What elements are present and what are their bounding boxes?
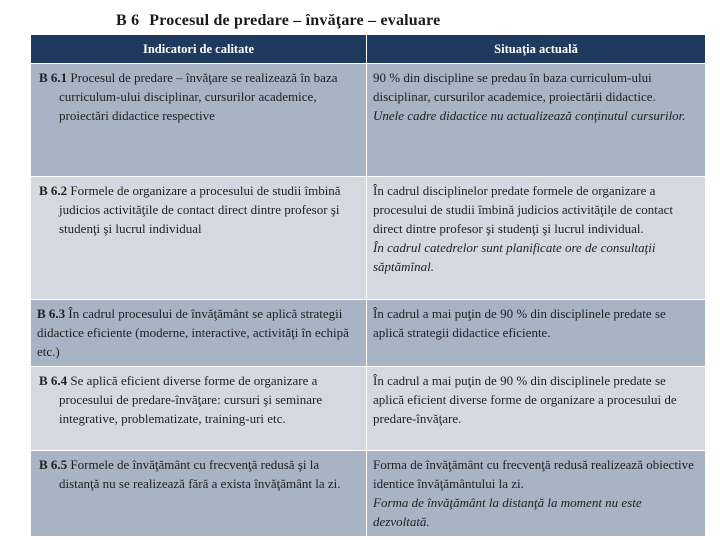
table-row	[31, 300, 706, 367]
indicator-cell	[31, 64, 367, 177]
section-code: B 6	[116, 12, 140, 29]
indicator-cell	[31, 177, 367, 300]
status-text: În cadrul disciplinelor predate formele de organizare a procesului de studii îmbină judicios activităţile de contact direct dintre profesor şi studenţi şi lucrul individual.	[373, 183, 674, 236]
header-current-situation: Situaţia actuală	[367, 35, 706, 64]
table-row	[31, 367, 706, 451]
indicator-cell	[31, 451, 367, 537]
indicator-text: Procesul de predare – învăţare se realizează în baza curriculum-ului disciplinar, cursurilor academice, proiectări didactice respective	[59, 70, 338, 123]
indicator-text: În cadrul procesului de învăţământ se aplică strategii didactice eficiente (moderne, interactive, activităţi în echipă etc.)	[37, 306, 349, 359]
indicator-cell	[31, 367, 367, 451]
table-header-row	[31, 35, 706, 64]
page-title	[116, 12, 440, 30]
status-cell	[367, 300, 706, 367]
indicator-code: B 6.1	[39, 70, 68, 85]
header-indicators: Indicatori de calitate	[31, 35, 367, 64]
status-note: Unele cadre didactice nu actualizează conţinutul cursurilor.	[373, 108, 686, 123]
table-row	[31, 177, 706, 300]
indicator-cell	[31, 300, 367, 367]
indicator-text: Formele de învăţământ cu frecvenţă redusă şi la distanţă nu se realizează fără a exista învăţământ la zi.	[59, 457, 341, 491]
status-cell	[367, 64, 706, 177]
indicator-code: B 6.5	[39, 457, 68, 472]
section-title: Procesul de predare – învăţare – evaluare	[149, 12, 441, 29]
indicator-code: B 6.2	[39, 183, 68, 198]
indicator-code: B 6.4	[39, 373, 68, 388]
status-cell	[367, 177, 706, 300]
indicator-text: Formele de organizare a procesului de studii îmbină judicios activităţile de contact direct dintre profesor şi studenţi şi lucrul individual	[59, 183, 341, 236]
status-text: În cadrul a mai puţin de 90 % din disciplinele predate se aplică eficient diverse forme de organizare a procesului de predare-învăţare.	[373, 373, 677, 426]
indicator-text: Se aplică eficient diverse forme de organizare a procesului de predare-învăţare: cursuri şi seminare integrative, problematizate, training-uri etc.	[59, 373, 323, 426]
status-text: În cadrul a mai puţin de 90 % din disciplinele predate se aplică strategii didactice eficiente.	[373, 306, 666, 340]
status-note: Forma de învăţământ la distanţă la moment nu este dezvoltată.	[373, 495, 642, 529]
quality-table	[30, 34, 706, 537]
status-note: În cadrul catedrelor sunt planificate ore de consultaţii săptămînal.	[373, 240, 656, 274]
table-row	[31, 451, 706, 537]
table-row	[31, 64, 706, 177]
status-cell	[367, 367, 706, 451]
status-cell	[367, 451, 706, 537]
status-text: Forma de învăţământ cu frecvenţă redusă realizează obiective identice învăţământului la zi.	[373, 457, 694, 491]
indicator-code: B 6.3	[37, 306, 66, 321]
status-text: 90 % din discipline se predau în baza curriculum-ului disciplinar, cursurilor academice, proiectării didactice.	[373, 70, 656, 104]
